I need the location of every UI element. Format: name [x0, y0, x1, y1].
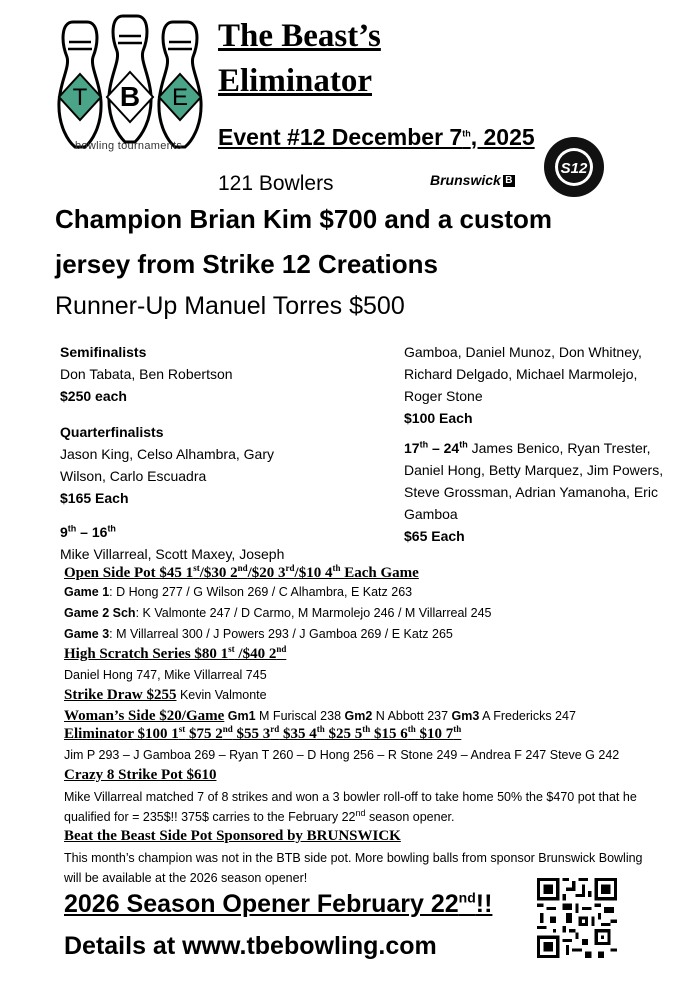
- left-column: [60, 341, 360, 565]
- eliminator-heading: Eliminator $100 1st $75 2nd $55 3rd $35 4th $25 5th $15 6th $10 7th: [64, 724, 462, 742]
- logo-caption: bowling tournaments: [75, 140, 183, 152]
- brunswick-logo: Brunswick B: [430, 172, 515, 188]
- high-scratch-heading: High Scratch Series $80 1st /$40 2nd: [64, 644, 287, 662]
- event-line: Event #12 December 7th, 2025: [218, 124, 535, 150]
- game-3-results: Game 3: M Villarreal 300 / J Powers 293 / J Gamboa 269 / E Katz 265: [64, 627, 453, 641]
- prize-65: $65 Each: [404, 528, 465, 544]
- svg-text:S12: S12: [560, 160, 588, 177]
- quarterfinalists-prize: $165 Each: [60, 490, 129, 506]
- game-2-results: Game 2 Sch: K Valmonte 247 / D Carmo, M Marmolejo 246 / M Villarreal 245: [64, 606, 492, 620]
- qr-code[interactable]: [537, 878, 617, 958]
- bowler-count: 121 Bowlers: [218, 172, 334, 195]
- champion-line-1: Champion Brian Kim $700 and a custom: [55, 204, 553, 234]
- high-scratch-results: Daniel Hong 747, Mike Villarreal 745: [64, 668, 267, 682]
- semifinalists-heading: Semifinalists: [60, 344, 147, 360]
- crazy8-heading: Crazy 8 Strike Pot $610: [64, 767, 217, 783]
- p17-24-line-3: Steve Grossman, Adrian Yamanoha, Eric: [404, 484, 658, 500]
- logo-letter-b: B: [119, 81, 141, 112]
- beat-the-beast-text: This month’s champion was not in the BTB side pot. More bowling balls from sponsor Brunswick Bowling will be available at the 2026 season opener!: [64, 851, 643, 885]
- crazy8-text: Mike Villarreal matched 7 of 8 strikes and won a 3 bowler roll-off to take home 50% the $470 pot that he qualified for = 235$!! 375$ carries to the February 22nd season opener.: [64, 790, 637, 824]
- details-link[interactable]: Details at www.tbebowling.com: [64, 932, 437, 960]
- prize-100: $100 Each: [404, 410, 473, 426]
- ninth-sixteenth-heading: 9th – 16th: [60, 523, 116, 540]
- title-line-1: The Beast’s: [218, 18, 381, 54]
- beat-the-beast-heading: Beat the Beast Side Pot Sponsored by BRUNSWICK: [64, 828, 401, 844]
- open-side-pot-heading: Open Side Pot $45 1st/$30 2nd/$20 3rd/$10 4th Each Game: [64, 563, 419, 581]
- quarterfinalists-heading: Quarterfinalists: [60, 424, 164, 440]
- game-1-results: Game 1: D Hong 277 / G Wilson 269 / C Alhambra, E Katz 263: [64, 585, 413, 599]
- strike-draw: Strike Draw $255 Kevin Valmonte: [64, 687, 267, 703]
- eliminator-results: Jim P 293 – J Gamboa 269 – Ryan T 260 – D Hong 256 – R Stone 249 – Andrea F 247 Steve G 242: [64, 748, 620, 762]
- season-opener: 2026 Season Opener February 22nd!!: [64, 889, 493, 918]
- logo-letter-t: T: [72, 84, 88, 111]
- right-cont-2: Richard Delgado, Michael Marmolejo,: [404, 366, 638, 382]
- quarterfinalists-names-2: Wilson, Carlo Escuadra: [60, 468, 207, 484]
- runner-up: Runner-Up Manuel Torres $500: [55, 292, 405, 320]
- semifinalists-prize: $250 each: [60, 388, 127, 404]
- p17-24-line-2: Daniel Hong, Betty Marquez, Jim Powers,: [404, 462, 664, 478]
- logo-letter-e: E: [171, 84, 189, 111]
- womens-side-pot: Woman’s Side $20/Game Gm1 M Furiscal 238 Gm2 N Abbott 237 Gm3 A Fredericks 247: [64, 708, 576, 724]
- p17-24-line-4: Gamboa: [404, 506, 458, 522]
- p17-24-line-1: 17th – 24th James Benico, Ryan Trester,: [404, 439, 651, 456]
- right-cont-1: Gamboa, Daniel Munoz, Don Whitney,: [404, 344, 642, 360]
- strike12-badge: [543, 136, 605, 198]
- quarterfinalists-names-1: Jason King, Celso Alhambra, Gary: [60, 446, 274, 462]
- right-cont-3: Roger Stone: [404, 388, 483, 404]
- right-column: [404, 341, 694, 547]
- champion-line-2: jersey from Strike 12 Creations: [55, 249, 438, 279]
- ninth-sixteenth-names: Mike Villarreal, Scott Maxey, Joseph: [60, 546, 285, 562]
- title-line-2: Eliminator: [218, 63, 372, 99]
- semifinalists-names: Don Tabata, Ben Robertson: [60, 366, 233, 382]
